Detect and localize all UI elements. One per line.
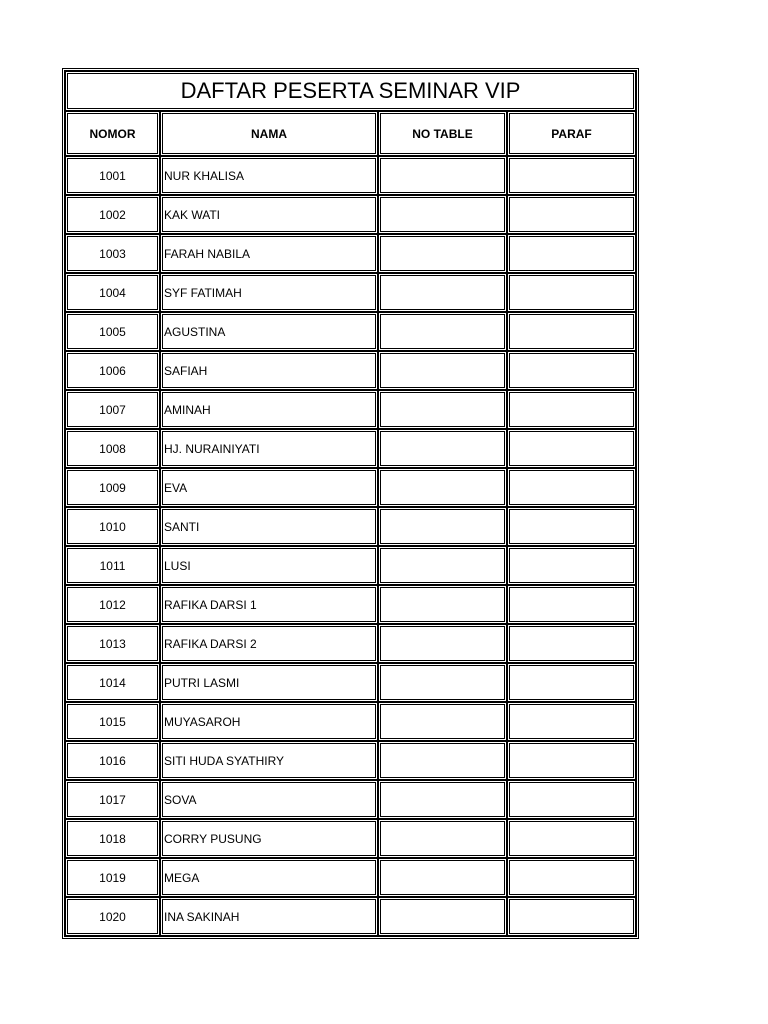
row-signature-cell [507, 507, 636, 546]
row-number-cell: 1017 [65, 780, 160, 819]
row-signature-cell [507, 351, 636, 390]
row-signature-cell [507, 741, 636, 780]
row-signature-cell [507, 156, 636, 195]
table-row [65, 819, 636, 858]
row-name-cell: AGUSTINA [160, 312, 378, 351]
row-name-cell: AMINAH [160, 390, 378, 429]
row-signature-cell [507, 390, 636, 429]
row-number-cell: 1020 [65, 897, 160, 936]
row-name-cell: SITI HUDA SYATHIRY [160, 741, 378, 780]
row-table-number-cell [378, 468, 507, 507]
header-row [65, 111, 636, 156]
row-table-number-cell [378, 897, 507, 936]
row-name-cell: LUSI [160, 546, 378, 585]
row-signature-cell [507, 468, 636, 507]
table-row [65, 390, 636, 429]
table-row [65, 780, 636, 819]
table-row [65, 234, 636, 273]
row-table-number-cell [378, 507, 507, 546]
row-signature-cell [507, 585, 636, 624]
row-number-cell: 1018 [65, 819, 160, 858]
table-row [65, 663, 636, 702]
row-table-number-cell [378, 546, 507, 585]
row-number-cell: 1016 [65, 741, 160, 780]
column-header-nomor: NOMOR [65, 111, 160, 156]
table-row [65, 195, 636, 234]
row-table-number-cell [378, 390, 507, 429]
row-number-cell: 1015 [65, 702, 160, 741]
table-row [65, 858, 636, 897]
row-table-number-cell [378, 819, 507, 858]
row-table-number-cell [378, 156, 507, 195]
row-name-cell: SANTI [160, 507, 378, 546]
row-signature-cell [507, 546, 636, 585]
row-number-cell: 1002 [65, 195, 160, 234]
row-signature-cell [507, 819, 636, 858]
row-name-cell: PUTRI LASMI [160, 663, 378, 702]
document-title: DAFTAR PESERTA SEMINAR VIP [65, 71, 636, 111]
row-signature-cell [507, 195, 636, 234]
row-number-cell: 1005 [65, 312, 160, 351]
row-signature-cell [507, 234, 636, 273]
row-number-cell: 1007 [65, 390, 160, 429]
row-name-cell: SAFIAH [160, 351, 378, 390]
row-signature-cell [507, 429, 636, 468]
row-table-number-cell [378, 780, 507, 819]
table-row [65, 429, 636, 468]
row-number-cell: 1001 [65, 156, 160, 195]
table-row [65, 585, 636, 624]
row-number-cell: 1006 [65, 351, 160, 390]
table-row [65, 156, 636, 195]
column-header-paraf: PARAF [507, 111, 636, 156]
row-name-cell: SOVA [160, 780, 378, 819]
row-number-cell: 1009 [65, 468, 160, 507]
row-number-cell: 1004 [65, 273, 160, 312]
column-header-no-table: NO TABLE [378, 111, 507, 156]
row-name-cell: MUYASAROH [160, 702, 378, 741]
row-number-cell: 1014 [65, 663, 160, 702]
row-table-number-cell [378, 195, 507, 234]
table-row [65, 351, 636, 390]
row-name-cell: FARAH NABILA [160, 234, 378, 273]
title-row [65, 71, 636, 111]
row-table-number-cell [378, 663, 507, 702]
column-header-nama: NAMA [160, 111, 378, 156]
row-number-cell: 1003 [65, 234, 160, 273]
row-name-cell: NUR KHALISA [160, 156, 378, 195]
table-row [65, 507, 636, 546]
table-row [65, 897, 636, 936]
row-table-number-cell [378, 624, 507, 663]
row-signature-cell [507, 780, 636, 819]
row-table-number-cell [378, 234, 507, 273]
row-name-cell: SYF FATIMAH [160, 273, 378, 312]
table-row [65, 741, 636, 780]
table-row [65, 546, 636, 585]
row-name-cell: HJ. NURAINIYATI [160, 429, 378, 468]
row-number-cell: 1008 [65, 429, 160, 468]
row-table-number-cell [378, 741, 507, 780]
row-name-cell: CORRY PUSUNG [160, 819, 378, 858]
row-name-cell: RAFIKA DARSI 2 [160, 624, 378, 663]
row-number-cell: 1011 [65, 546, 160, 585]
row-name-cell: RAFIKA DARSI 1 [160, 585, 378, 624]
row-signature-cell [507, 312, 636, 351]
participant-table [62, 68, 639, 939]
row-table-number-cell [378, 858, 507, 897]
row-number-cell: 1013 [65, 624, 160, 663]
table-row [65, 624, 636, 663]
row-name-cell: MEGA [160, 858, 378, 897]
table-row [65, 702, 636, 741]
row-table-number-cell [378, 351, 507, 390]
row-number-cell: 1019 [65, 858, 160, 897]
row-table-number-cell [378, 312, 507, 351]
row-name-cell: KAK WATI [160, 195, 378, 234]
row-name-cell: EVA [160, 468, 378, 507]
row-table-number-cell [378, 585, 507, 624]
row-signature-cell [507, 702, 636, 741]
table-row [65, 468, 636, 507]
row-table-number-cell [378, 429, 507, 468]
row-signature-cell [507, 624, 636, 663]
table-body [65, 156, 636, 936]
row-table-number-cell [378, 273, 507, 312]
table-row [65, 273, 636, 312]
row-signature-cell [507, 663, 636, 702]
table-row [65, 312, 636, 351]
row-number-cell: 1012 [65, 585, 160, 624]
row-table-number-cell [378, 702, 507, 741]
row-name-cell: INA SAKINAH [160, 897, 378, 936]
row-signature-cell [507, 897, 636, 936]
row-number-cell: 1010 [65, 507, 160, 546]
row-signature-cell [507, 273, 636, 312]
row-signature-cell [507, 858, 636, 897]
